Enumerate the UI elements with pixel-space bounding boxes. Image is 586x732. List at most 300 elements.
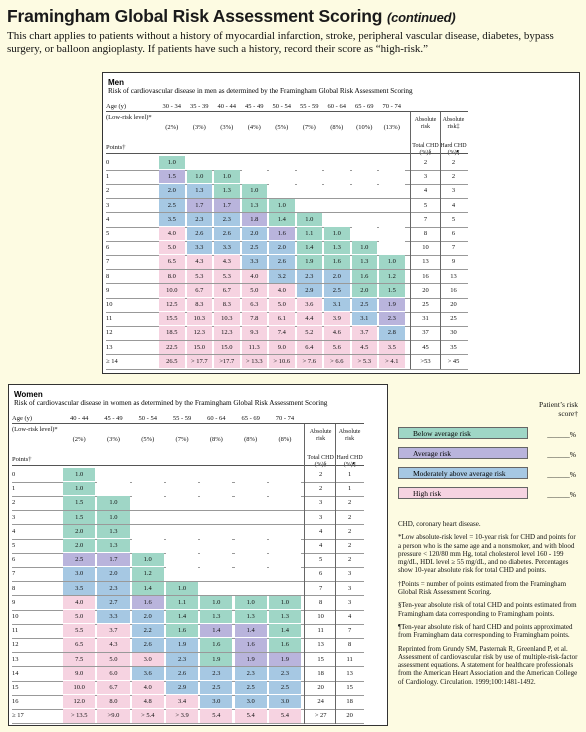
men-risk-cell: 22.5 [159, 341, 185, 354]
women-risk-cell [132, 482, 164, 495]
women-risk-cell: 2.7 [97, 596, 129, 609]
men-risk-cell: 6.1 [269, 312, 295, 325]
men-row-points: 11 [106, 315, 113, 323]
women-hard-value: 3 [347, 598, 352, 606]
men-risk-cell: 8.3 [187, 298, 213, 311]
women-risk-cell: 1.4 [269, 624, 301, 637]
women-title: Women [14, 390, 43, 399]
men-risk-cell [352, 156, 378, 169]
women-risk-cell: 1.3 [97, 525, 129, 538]
legend-row-high [396, 487, 578, 500]
women-risk-cell [132, 468, 164, 481]
legend-label-high: High risk [413, 488, 442, 498]
men-low-risk-0: (2%) [165, 123, 179, 131]
women-low-risk-5: (8%) [244, 435, 258, 443]
men-risk-cell [324, 156, 350, 169]
men-hard-value: 7 [451, 244, 456, 252]
women-risk-cell: > 5.4 [132, 709, 164, 722]
women-risk-cell [132, 511, 164, 524]
men-risk-cell: 4.3 [214, 255, 240, 268]
women-risk-cell [269, 553, 301, 566]
men-risk-cell [352, 213, 378, 226]
footnotes [398, 520, 578, 691]
women-risk-cell [269, 482, 301, 495]
men-risk-cell: 4.3 [187, 255, 213, 268]
men-risk-cell: 1.0 [324, 227, 350, 240]
men-abs-value: 20 [422, 286, 429, 294]
women-row-points: 11 [12, 627, 19, 635]
legend-blank-below-average[interactable]: ______% [547, 430, 576, 439]
women-hard-value: 13 [346, 669, 353, 677]
men-abs-value: 2 [423, 159, 428, 167]
women-hard-value: 4 [347, 613, 352, 621]
men-risk-cell: > 6.6 [324, 355, 350, 368]
women-hard-value: 2 [347, 499, 352, 507]
women-abs-value: 2 [318, 485, 323, 493]
men-hard-value: 35 [450, 343, 457, 351]
women-age-1: 45 - 49 [104, 415, 123, 422]
women-risk-cell [200, 539, 232, 552]
men-abs-value: 37 [422, 329, 429, 337]
men-risk-cell: 2.5 [352, 298, 378, 311]
men-risk-cell: 2.0 [324, 270, 350, 283]
men-hard-value: 16 [450, 286, 457, 294]
women-risk-cell: 2.2 [132, 624, 164, 637]
legend-blank-high[interactable]: ______% [547, 490, 576, 499]
men-risk-cell: 4.4 [297, 312, 323, 325]
men-row-points: 6 [106, 244, 110, 252]
women-risk-cell: 1.0 [63, 468, 95, 481]
women-hard-value: 20 [346, 712, 353, 720]
women-risk-cell: 3.6 [132, 667, 164, 680]
men-risk-cell: 1.0 [269, 199, 295, 212]
men-risk-cell: 3.5 [159, 213, 185, 226]
women-risk-cell [200, 468, 232, 481]
men-risk-grid [106, 98, 576, 371]
women-risk-cell [235, 553, 267, 566]
men-risk-cell: 10.0 [159, 284, 185, 297]
women-hard-value: 1 [347, 471, 352, 479]
men-risk-cell: 10.3 [187, 312, 213, 325]
men-risk-cell: 12.3 [214, 326, 240, 339]
men-title: Men [108, 78, 124, 87]
women-risk-cell [200, 482, 232, 495]
risk-legend [396, 397, 578, 515]
women-risk-cell: 1.4 [166, 610, 198, 623]
women-risk-cell: 2.0 [63, 539, 95, 552]
men-risk-cell: 1.0 [214, 170, 240, 183]
men-risk-cell: 2.0 [159, 184, 185, 197]
women-risk-cell: 2.0 [132, 610, 164, 623]
women-risk-cell: 2.0 [97, 567, 129, 580]
women-risk-cell [235, 525, 267, 538]
women-risk-cell: 2.3 [97, 582, 129, 595]
women-risk-cell [132, 525, 164, 538]
men-hard-value: 30 [450, 329, 457, 337]
women-age-2: 50 - 54 [138, 415, 157, 422]
women-risk-cell: 1.0 [200, 596, 232, 609]
men-risk-cell: 2.8 [379, 326, 405, 339]
men-subtitle: Risk of cardiovascular disease in men as determined by the Framingham Global Risk Assessment Scoring [108, 87, 413, 95]
men-low-risk-4: (5%) [275, 123, 289, 131]
men-risk-cell: 9.0 [269, 341, 295, 354]
women-risk-cell: > 13.5 [63, 709, 95, 722]
women-age-4: 60 - 64 [207, 415, 226, 422]
women-risk-cell [166, 511, 198, 524]
women-risk-cell: 1.6 [235, 638, 267, 651]
men-risk-cell: 1.6 [324, 255, 350, 268]
women-risk-cell: 1.4 [200, 624, 232, 637]
women-risk-cell: 1.3 [235, 610, 267, 623]
women-risk-cell [269, 539, 301, 552]
women-low-risk-1: (3%) [106, 435, 120, 443]
women-risk-cell: 1.4 [235, 624, 267, 637]
legend-label-average: Average risk [413, 448, 451, 458]
men-low-risk-1: (3%) [192, 123, 206, 131]
men-risk-cell [242, 170, 268, 183]
men-risk-cell: > 4.1 [379, 355, 405, 368]
men-risk-cell: 1.9 [297, 255, 323, 268]
women-abs-value: 3 [318, 499, 323, 507]
men-risk-cell [379, 156, 405, 169]
women-risk-cell: 2.5 [269, 681, 301, 694]
women-risk-cell: 2.3 [166, 653, 198, 666]
men-abs-value: 10 [422, 244, 429, 252]
women-risk-cell [166, 553, 198, 566]
men-row-points: 8 [106, 272, 110, 280]
women-hard-value: 2 [347, 527, 352, 535]
note-reprint: Reprinted from Grundy SM, Pasternak R, Greenland P, et al. Assessment of cardiovascular risk by use of multiple-risk-factor assessment equations. A statement for healthcare professionals from the American Heart Association and the American College of Cardiology. Circulation. 1999;100:1481-1492. [398, 644, 578, 686]
men-risk-cell: 1.6 [352, 270, 378, 283]
women-row-points: 13 [12, 655, 19, 663]
women-risk-cell [200, 525, 232, 538]
men-table-panel [102, 72, 580, 374]
women-risk-cell: 1.9 [166, 638, 198, 651]
men-risk-cell: 6.7 [187, 284, 213, 297]
men-risk-cell: > 17.7 [187, 355, 213, 368]
men-risk-cell: > 13.3 [242, 355, 268, 368]
women-row-points: 0 [12, 471, 16, 479]
men-risk-cell: 1.3 [242, 199, 268, 212]
women-risk-cell: 3.0 [200, 695, 232, 708]
men-risk-cell: 1.9 [379, 298, 405, 311]
women-risk-cell: 1.0 [235, 596, 267, 609]
women-abs-value: 20 [317, 684, 324, 692]
grid-divider [335, 424, 336, 724]
men-age-3: 45 - 49 [245, 103, 264, 110]
women-age-3: 55 - 59 [172, 415, 192, 422]
women-age-0: 40 - 44 [69, 415, 89, 422]
women-risk-cell: 2.6 [166, 667, 198, 680]
women-table-panel [8, 384, 388, 726]
women-risk-cell: 3.0 [235, 695, 267, 708]
women-abs-value: 2 [318, 471, 323, 479]
women-risk-cell [235, 468, 267, 481]
women-risk-cell: >9.0 [97, 709, 129, 722]
men-risk-cell: 3.1 [352, 312, 378, 325]
women-risk-cell [166, 468, 198, 481]
men-risk-cell: 1.6 [269, 227, 295, 240]
men-row-points: 3 [106, 201, 110, 209]
men-risk-cell: 3.3 [214, 241, 240, 254]
women-risk-cell: 2.0 [63, 525, 95, 538]
women-hard-value: 18 [346, 698, 353, 706]
men-risk-cell: 5.2 [297, 326, 323, 339]
women-risk-cell: 1.3 [269, 610, 301, 623]
women-risk-cell: 6.5 [63, 638, 95, 651]
women-risk-cell [166, 539, 198, 552]
men-risk-cell: 12.3 [187, 326, 213, 339]
women-row-points: 2 [12, 499, 16, 507]
men-hard-sub: Hard CHD (%)¶ [440, 143, 467, 156]
men-risk-cell: 1.3 [324, 241, 350, 254]
men-risk-cell: 3.1 [324, 298, 350, 311]
women-risk-cell: 1.4 [132, 582, 164, 595]
women-risk-cell: 4.3 [97, 638, 129, 651]
legend-label-below-average: Below average risk [413, 428, 471, 438]
men-age-5: 55 - 59 [300, 103, 319, 110]
men-risk-cell: 2.0 [269, 241, 295, 254]
men-risk-cell: 4.0 [269, 284, 295, 297]
women-hard-value: 15 [346, 684, 353, 692]
men-risk-cell [242, 156, 268, 169]
men-row-points: 1 [106, 173, 110, 181]
women-risk-cell [200, 511, 232, 524]
women-risk-cell: 1.2 [132, 567, 164, 580]
women-risk-cell: 1.0 [166, 582, 198, 595]
legend-label-moderately-above: Moderately above average risk [413, 468, 506, 478]
legend-row-moderately-above [396, 467, 578, 480]
men-age-8: 70 - 74 [382, 103, 401, 110]
men-risk-cell: 1.0 [159, 156, 185, 169]
men-abs-value: 16 [422, 272, 429, 280]
women-hard-value: 8 [347, 641, 352, 649]
men-risk-cell: 2.5 [242, 241, 268, 254]
note-abbrev: CHD, coronary heart disease. [398, 520, 481, 528]
men-risk-cell [324, 199, 350, 212]
men-risk-cell: 4.0 [242, 270, 268, 283]
men-row-points: 2 [106, 187, 110, 195]
men-risk-cell: 1.0 [352, 241, 378, 254]
grid-divider [410, 112, 411, 369]
men-row-points: 0 [106, 159, 110, 167]
men-age-6: 60 - 64 [327, 103, 346, 110]
men-risk-cell: 8.3 [214, 298, 240, 311]
women-risk-cell [200, 496, 232, 509]
women-risk-cell [269, 525, 301, 538]
women-row-points: 8 [12, 584, 16, 592]
men-risk-cell: 1.4 [297, 241, 323, 254]
men-risk-cell: 1.8 [242, 213, 268, 226]
women-risk-cell: 6.7 [97, 681, 129, 694]
men-risk-cell: 1.5 [159, 170, 185, 183]
men-risk-cell [352, 227, 378, 240]
page-title [7, 6, 456, 27]
women-abs-header: Absolute risk [309, 429, 332, 442]
women-risk-cell: 1.7 [97, 553, 129, 566]
men-risk-cell: 15.5 [159, 312, 185, 325]
women-risk-cell: 3.0 [63, 567, 95, 580]
men-risk-cell: 5.6 [324, 341, 350, 354]
men-hard-value: 13 [450, 272, 457, 280]
women-risk-cell: 1.5 [63, 511, 95, 524]
women-risk-cell: 5.4 [235, 709, 267, 722]
men-row-points: 7 [106, 258, 110, 266]
men-risk-cell [324, 184, 350, 197]
women-points-label: Points† [12, 455, 32, 463]
women-hard-value: 2 [347, 542, 352, 550]
men-risk-cell: 5.3 [187, 270, 213, 283]
women-risk-cell [235, 496, 267, 509]
women-risk-cell: 1.9 [269, 653, 301, 666]
men-risk-cell: 1.5 [379, 284, 405, 297]
men-risk-cell: > 7.6 [297, 355, 323, 368]
men-risk-cell: 5.0 [269, 298, 295, 311]
women-low-risk-0: (2%) [72, 435, 86, 443]
men-age-0: 30 - 34 [162, 103, 181, 110]
men-risk-cell: 6.5 [159, 255, 185, 268]
women-risk-cell: 1.6 [132, 596, 164, 609]
men-risk-cell: 7.4 [269, 326, 295, 339]
men-hard-value: 2 [451, 159, 456, 167]
women-risk-cell: 4.8 [132, 695, 164, 708]
men-age-2: 40 - 44 [217, 103, 236, 110]
women-risk-cell: 1.5 [63, 496, 95, 509]
women-risk-cell: 2.9 [166, 681, 198, 694]
legend-swatch-high [398, 487, 528, 499]
women-low-risk-4: (8%) [209, 435, 223, 443]
men-risk-cell: 3.3 [187, 241, 213, 254]
men-risk-cell [269, 156, 295, 169]
grid-rule [12, 465, 364, 466]
men-abs-value: 4 [423, 187, 428, 195]
women-row-points: ≥ 17 [12, 712, 24, 720]
men-risk-cell: 2.0 [352, 284, 378, 297]
women-risk-cell [166, 482, 198, 495]
men-abs-value: 25 [422, 301, 429, 309]
women-risk-cell: 1.0 [97, 496, 129, 509]
note-low-risk: *Low absolute-risk level = 10-year risk for CHD and points for a person who is the same age and a nonsmoker, and with blood pressure < 120/80 mm Hg, total cholesterol level 160 - 199 mg/dL, HDL level ≥ 55 mg/dL, and no diabetes. Percentages show 10-year absolute risk for total CHD and points. [398, 533, 576, 575]
men-risk-cell: 15.0 [187, 341, 213, 354]
men-risk-cell: 2.9 [297, 284, 323, 297]
men-risk-cell: 3.7 [352, 326, 378, 339]
women-hard-value: 7 [347, 627, 352, 635]
men-risk-cell: 2.5 [159, 199, 185, 212]
women-hard-header: Absolute risk [338, 429, 361, 442]
men-risk-cell: 5.3 [214, 270, 240, 283]
men-risk-cell: 3.2 [269, 270, 295, 283]
men-risk-cell: 1.4 [269, 213, 295, 226]
men-risk-cell: 5.0 [242, 284, 268, 297]
women-abs-value: > 27 [314, 712, 327, 720]
legend-blank-average[interactable]: ______% [547, 450, 576, 459]
men-risk-cell: 2.6 [214, 227, 240, 240]
men-abs-value: 7 [423, 215, 428, 223]
women-risk-cell: 2.5 [235, 681, 267, 694]
women-risk-cell [269, 582, 301, 595]
women-risk-cell: 8.0 [97, 695, 129, 708]
legend-blank-moderately-above[interactable]: ______% [547, 470, 576, 479]
women-risk-cell: 10.0 [63, 681, 95, 694]
grid-rule [106, 153, 468, 154]
men-hard-value: 20 [450, 301, 457, 309]
women-risk-cell [269, 496, 301, 509]
men-row-points: 12 [106, 329, 113, 337]
men-low-risk-label: (Low-risk level)* [106, 113, 152, 121]
women-row-points: 12 [12, 641, 19, 649]
women-risk-cell: 2.5 [63, 553, 95, 566]
men-risk-cell: 2.3 [297, 270, 323, 283]
women-row-points: 1 [12, 485, 16, 493]
women-row-points: 14 [12, 669, 19, 677]
women-age-6: 70 - 74 [275, 415, 295, 422]
men-abs-value: >53 [420, 357, 431, 365]
men-risk-cell: 10.3 [214, 312, 240, 325]
women-risk-cell: 2.6 [132, 638, 164, 651]
women-hard-value: 2 [347, 556, 352, 564]
women-low-risk-3: (7%) [175, 435, 189, 443]
men-abs-value: 31 [422, 315, 429, 323]
men-risk-cell [379, 213, 405, 226]
men-row-points: 4 [106, 215, 110, 223]
women-risk-cell [166, 496, 198, 509]
men-age-1: 35 - 39 [190, 103, 209, 110]
women-abs-sub: Total CHD (%)§ [307, 455, 334, 468]
women-risk-cell: 7.5 [63, 653, 95, 666]
men-risk-cell [379, 241, 405, 254]
men-risk-cell: 2.3 [214, 213, 240, 226]
women-abs-value: 4 [318, 527, 323, 535]
men-risk-cell: 4.0 [159, 227, 185, 240]
men-risk-cell: 7.8 [242, 312, 268, 325]
women-risk-cell: 3.0 [269, 695, 301, 708]
men-abs-value: 13 [422, 258, 429, 266]
women-risk-cell: 5.4 [269, 709, 301, 722]
women-risk-cell: 1.0 [132, 553, 164, 566]
men-risk-cell: 8.0 [159, 270, 185, 283]
grid-rule [106, 369, 468, 370]
men-low-risk-5: (7%) [302, 123, 316, 131]
men-risk-cell [297, 199, 323, 212]
men-low-risk-2: (3%) [220, 123, 234, 131]
women-risk-cell: 1.1 [166, 596, 198, 609]
women-risk-cell: 1.6 [166, 624, 198, 637]
women-hard-value: 1 [347, 485, 352, 493]
women-risk-cell: 1.9 [235, 653, 267, 666]
women-hard-sub: Hard CHD (%)¶ [336, 455, 363, 468]
legend-row-average [396, 447, 578, 460]
women-risk-cell: 1.3 [97, 539, 129, 552]
women-risk-cell [269, 468, 301, 481]
women-abs-value: 15 [317, 655, 324, 663]
women-risk-cell [235, 511, 267, 524]
men-risk-cell: 5.0 [159, 241, 185, 254]
women-abs-value: 24 [317, 698, 324, 706]
men-row-points: 9 [106, 286, 110, 294]
women-risk-cell: 2.3 [269, 667, 301, 680]
men-hard-value: 5 [451, 215, 456, 223]
women-risk-cell: 9.0 [63, 667, 95, 680]
note-points: †Points = number of points estimated from the Framingham Global Risk Assessment Scoring. [398, 579, 567, 597]
men-abs-value: 8 [423, 230, 428, 238]
women-risk-cell [132, 496, 164, 509]
men-risk-cell [297, 184, 323, 197]
women-risk-cell [132, 539, 164, 552]
women-risk-cell: 2.3 [200, 667, 232, 680]
men-risk-cell: 1.7 [187, 199, 213, 212]
men-risk-cell [297, 170, 323, 183]
women-risk-cell: 4.0 [63, 596, 95, 609]
